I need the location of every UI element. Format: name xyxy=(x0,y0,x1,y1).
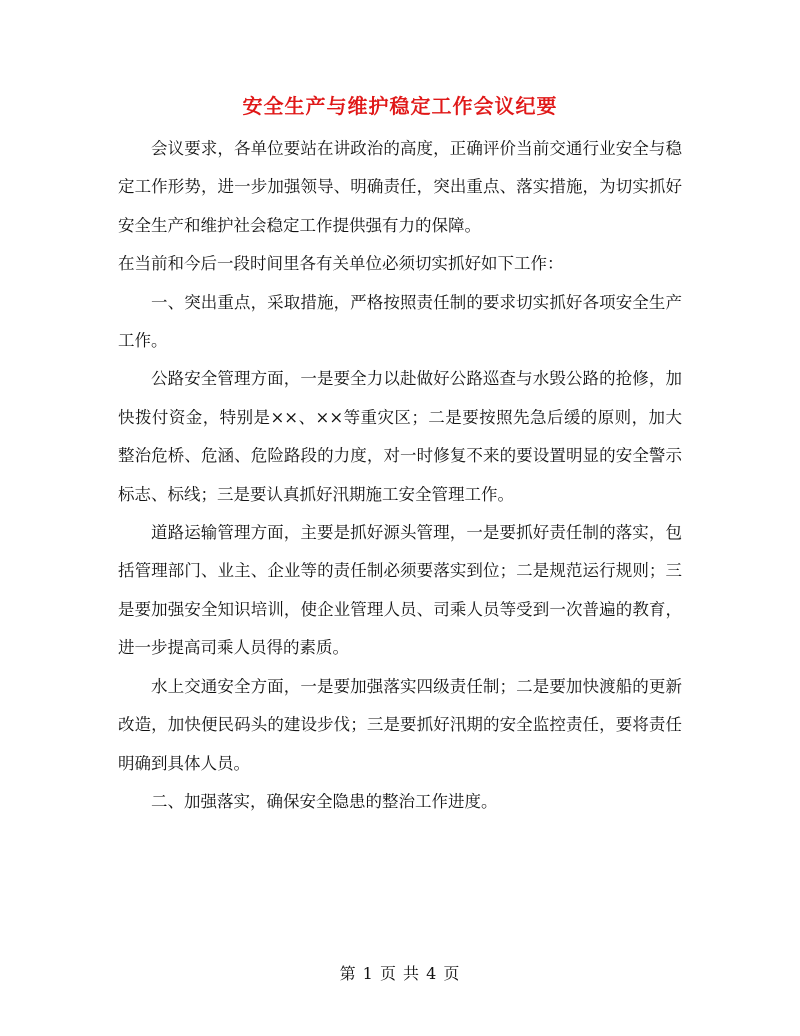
page-footer: 第 1 页 共 4 页 xyxy=(339,964,461,983)
paragraph-highway-safety: 公路安全管理方面，一是要全力以赴做好公路巡查与水毁公路的抢修，加快拨付资金，特别是××、××等重灾区；二是要按照先急后缓的原则，加大整治危桥、危涵、危险路段的力度，对一时修复不来的要设置明显的安全警示标志、标线；三是要认真抓好汛期施工安全管理工作。 xyxy=(118,369,682,504)
paragraph-section-two-heading: 二、加强落实，确保安全隐患的整治工作进度。 xyxy=(151,791,498,811)
document-body xyxy=(118,130,682,821)
paragraph-current-work: 在当前和今后一段时间里各有关单位必须切实抓好如下工作： xyxy=(118,254,564,274)
paragraph-meeting-requirements: 会议要求，各单位要站在讲政治的高度，正确评价当前交通行业安全与稳定工作形势，进一步加强领导、明确责任，突出重点、落实措施，为切实抓好安全生产和维护社会稳定工作提供强有力的保障。 xyxy=(118,139,682,235)
paragraph-water-traffic: 水上交通安全方面，一是要加强落实四级责任制；二是要加快渡船的更新改造，加快便民码头的建设步伐；三是要抓好汛期的安全监控责任，要将责任明确到具体人员。 xyxy=(118,676,682,773)
document-title: 安全生产与维护稳定工作会议纪要 xyxy=(242,94,558,118)
paragraph-section-one-heading: 一、突出重点，采取措施，严格按照责任制的要求切实抓好各项安全生产工作。 xyxy=(118,292,682,351)
paragraph-road-transport: 道路运输管理方面，主要是抓好源头管理，一是要抓好责任制的落实，包括管理部门、业主、企业等的责任制必须要落实到位；二是规范运行规则；三是要加强安全知识培训，使企业管理人员、司乘人员等受到一次普遍的教育，进一步提高司乘人员得的素质。 xyxy=(118,523,682,658)
